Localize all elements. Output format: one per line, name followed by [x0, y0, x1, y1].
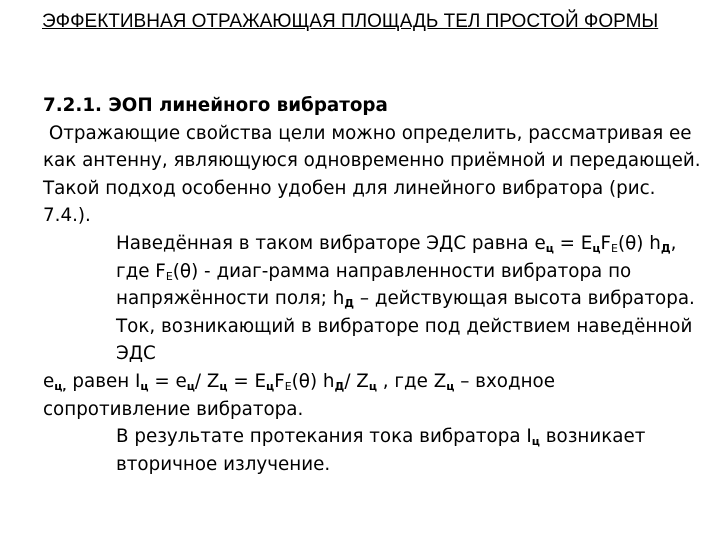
- section-heading: 7.2.1. ЭОП линейного вибратора: [43, 95, 388, 116]
- subscript: E: [284, 379, 292, 393]
- slide-title: ЭФФЕКТИВНАЯ ОТРАЖАЮЩАЯ ПЛОЩАДЬ ТЕЛ ПРОСТОЙ ФОРМЫ: [42, 11, 659, 32]
- subscript: ц: [219, 379, 228, 393]
- subscript: ц: [368, 379, 377, 393]
- subscript: ц: [266, 379, 275, 393]
- subscript: ц: [592, 241, 601, 255]
- text-run: = E: [553, 232, 593, 254]
- subscript: ц: [531, 435, 540, 449]
- text-run: / Z: [194, 370, 220, 392]
- subscript: ц: [140, 379, 149, 393]
- subscript: E: [611, 241, 618, 255]
- paragraph-emf: [43, 230, 703, 368]
- slide-content: [43, 92, 703, 478]
- text-run: (θ) h: [291, 370, 335, 392]
- text-run: (θ) h: [617, 232, 661, 254]
- paragraph-intro-text: Отражающие свойства цели можно определить, рассматривая ее как антенну, являющуюся одновременно приёмной и передающей. Такой подход особенно удобен для линейного вибратора (рис. 7.4.).: [43, 122, 701, 227]
- text-run: e: [43, 370, 55, 392]
- text-run: = e: [148, 370, 187, 392]
- text-run: – действующая высота вибратора. Ток, возникающий в вибраторе под действием наведённой ЭДС: [116, 288, 695, 365]
- text-run: В результате протекания тока вибратора I: [116, 426, 532, 448]
- text-run: / Z: [344, 370, 369, 392]
- text-run: , где Z: [376, 370, 447, 392]
- text-run: возникает вторичное излучение.: [116, 426, 646, 475]
- text-run: (θ) - диаг-рамма направленности вибратора по напряжённости поля; h: [116, 260, 632, 310]
- text-run: = E: [227, 370, 267, 392]
- paragraph-current: [43, 368, 703, 423]
- paragraph-intro: [43, 120, 703, 230]
- text-run: F: [274, 370, 285, 392]
- subscript: Д: [660, 241, 671, 255]
- text-run: равен I: [66, 370, 141, 392]
- subscript: ц: [446, 379, 455, 393]
- subscript: Д: [334, 379, 345, 393]
- subscript: Д: [344, 297, 355, 311]
- text-run: , где F: [116, 232, 677, 282]
- text-run: F: [600, 232, 612, 254]
- subscript: ц: [545, 241, 554, 255]
- subscript: ц: [186, 379, 195, 393]
- text-run: Наведённая в таком вибраторе ЭДС равна e: [116, 232, 546, 254]
- text-run: – входное сопротивление вибратора.: [43, 370, 555, 420]
- subscript: ц,: [54, 379, 67, 393]
- subscript: E: [165, 269, 173, 283]
- paragraph-radiation: [43, 423, 703, 478]
